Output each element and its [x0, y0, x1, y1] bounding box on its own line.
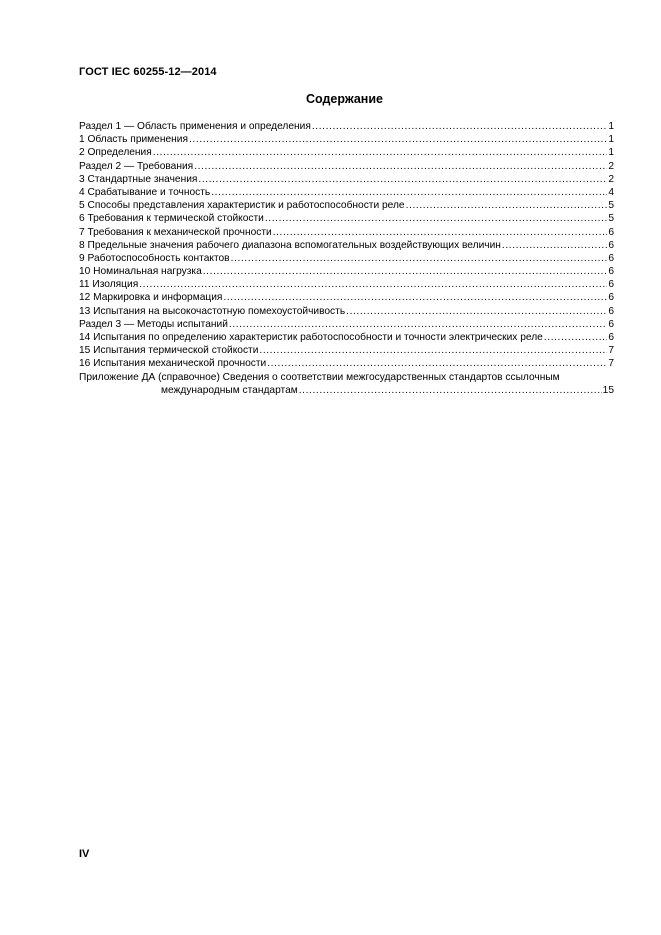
toc-entry-page: 1: [608, 147, 614, 159]
toc-appendix-label-line1: Приложение ДА (справочное) Сведения о соответствии межгосударственных стандартов ссылочным: [79, 371, 560, 383]
dot-leader: [502, 239, 607, 252]
toc-entry-page: 4: [608, 186, 614, 198]
dot-leader: [198, 173, 607, 186]
toc-entry[interactable]: [79, 120, 614, 133]
dot-leader: [203, 265, 608, 278]
toc-entry-page: 2: [608, 160, 614, 172]
toc-entry[interactable]: [79, 186, 614, 199]
toc-entry-page: 7: [608, 345, 614, 357]
dot-leader: [267, 357, 607, 370]
toc-entry[interactable]: [79, 212, 614, 225]
dot-leader: [273, 226, 608, 239]
toc-entry[interactable]: [79, 305, 614, 318]
toc-entry[interactable]: [79, 357, 614, 370]
toc-entry-page: 1: [608, 134, 614, 146]
toc-entry[interactable]: [79, 278, 614, 291]
toc-entry-label: Раздел 3 — Методы испытаний: [79, 318, 228, 330]
toc-entry-page: 6: [608, 239, 614, 251]
toc-entry-page: 6: [608, 318, 614, 330]
toc-entry-page: 6: [608, 266, 614, 278]
toc-entry[interactable]: [79, 226, 614, 239]
toc-entry-page: 6: [608, 332, 614, 343]
dot-leader: [265, 212, 607, 225]
dot-leader: [259, 344, 607, 357]
dot-leader: [544, 331, 608, 344]
toc-appendix-entry[interactable]: [79, 371, 614, 384]
toc-entry-label: 1 Область применения: [79, 134, 188, 146]
dot-leader: [211, 186, 607, 199]
toc-entry-label: 15 Испытания термической стойкости: [79, 345, 259, 357]
toc-entry-label: 16 Испытания механической прочности: [79, 358, 267, 370]
toc-entry[interactable]: [79, 146, 614, 159]
toc-entry-label: 2 Определения: [79, 147, 152, 159]
toc-entry-page: 6: [608, 226, 614, 238]
toc-entry-label: 11 Изоляция: [79, 279, 139, 291]
page-number: IV: [79, 848, 90, 860]
toc-entry-label: 9 Работоспособность контактов: [79, 252, 230, 264]
toc-appendix-page: 15: [602, 384, 614, 396]
dot-leader: [223, 291, 607, 304]
toc-entry-page: 5: [608, 213, 614, 225]
toc-entry-page: 6: [608, 292, 614, 304]
toc-entry[interactable]: [79, 173, 614, 186]
toc-entry-label: Раздел 1 — Область применения и определения: [79, 121, 311, 132]
toc-title: Содержание: [305, 92, 383, 106]
toc-entry-label: 6 Требования к термической стойкости: [79, 213, 264, 225]
toc-entry-label: 14 Испытания по определению характеристик работоспособности и точности электрических реле: [79, 332, 543, 343]
toc-entry-label: 10 Номинальная нагрузка: [79, 266, 202, 278]
toc-entry-label: 7 Требования к механической прочности: [79, 226, 272, 238]
toc-entry[interactable]: [79, 239, 614, 252]
toc-entry-label: 8 Предельные значения рабочего диапазона вспомогательных воздействующих величин: [79, 239, 501, 251]
toc-entry-page: 6: [608, 252, 614, 264]
toc-entry[interactable]: [79, 331, 614, 344]
toc-entry-label: 3 Стандартные значения: [79, 173, 198, 185]
toc-entry[interactable]: [79, 265, 614, 278]
dot-leader: [312, 120, 607, 133]
toc-entry[interactable]: [79, 344, 614, 357]
toc-entry[interactable]: [79, 160, 614, 173]
dot-leader: [139, 278, 607, 291]
toc-entry-page: 5: [608, 200, 614, 212]
toc-entry-label: 12 Маркировка и информация: [79, 292, 223, 304]
toc-entry[interactable]: [79, 133, 614, 146]
toc-entry-page: 7: [608, 358, 614, 370]
table-of-contents: [79, 120, 614, 397]
toc-entry-page: 1: [608, 121, 614, 132]
dot-leader: [194, 160, 607, 173]
toc-entry-label: 4 Срабатывание и точность: [79, 186, 211, 198]
dot-leader: [406, 199, 608, 212]
toc-entry-label: Раздел 2 — Требования: [79, 160, 194, 172]
toc-entry[interactable]: [79, 252, 614, 265]
toc-entry[interactable]: [79, 318, 614, 331]
toc-entry-label: 13 Испытания на высокочастотную помехоустойчивость: [79, 305, 346, 317]
toc-entry-label: 5 Способы представления характеристик и работоспособности реле: [79, 200, 405, 212]
dot-leader: [189, 133, 607, 146]
toc-entry[interactable]: [79, 199, 614, 212]
toc-entry-page: 6: [608, 305, 614, 317]
dot-leader: [229, 318, 607, 331]
document-code: ГОСТ IEC 60255-12—2014: [79, 66, 217, 78]
dot-leader: [231, 252, 608, 265]
toc-entry[interactable]: [79, 291, 614, 304]
toc-appendix-label-line2: международным стандартам: [161, 384, 298, 396]
dot-leader: [299, 384, 602, 397]
toc-entry-page: 6: [608, 279, 614, 291]
toc-appendix-entry-continuation[interactable]: [79, 384, 614, 397]
toc-entry-page: 2: [608, 173, 614, 185]
dot-leader: [346, 305, 607, 318]
dot-leader: [153, 146, 608, 159]
